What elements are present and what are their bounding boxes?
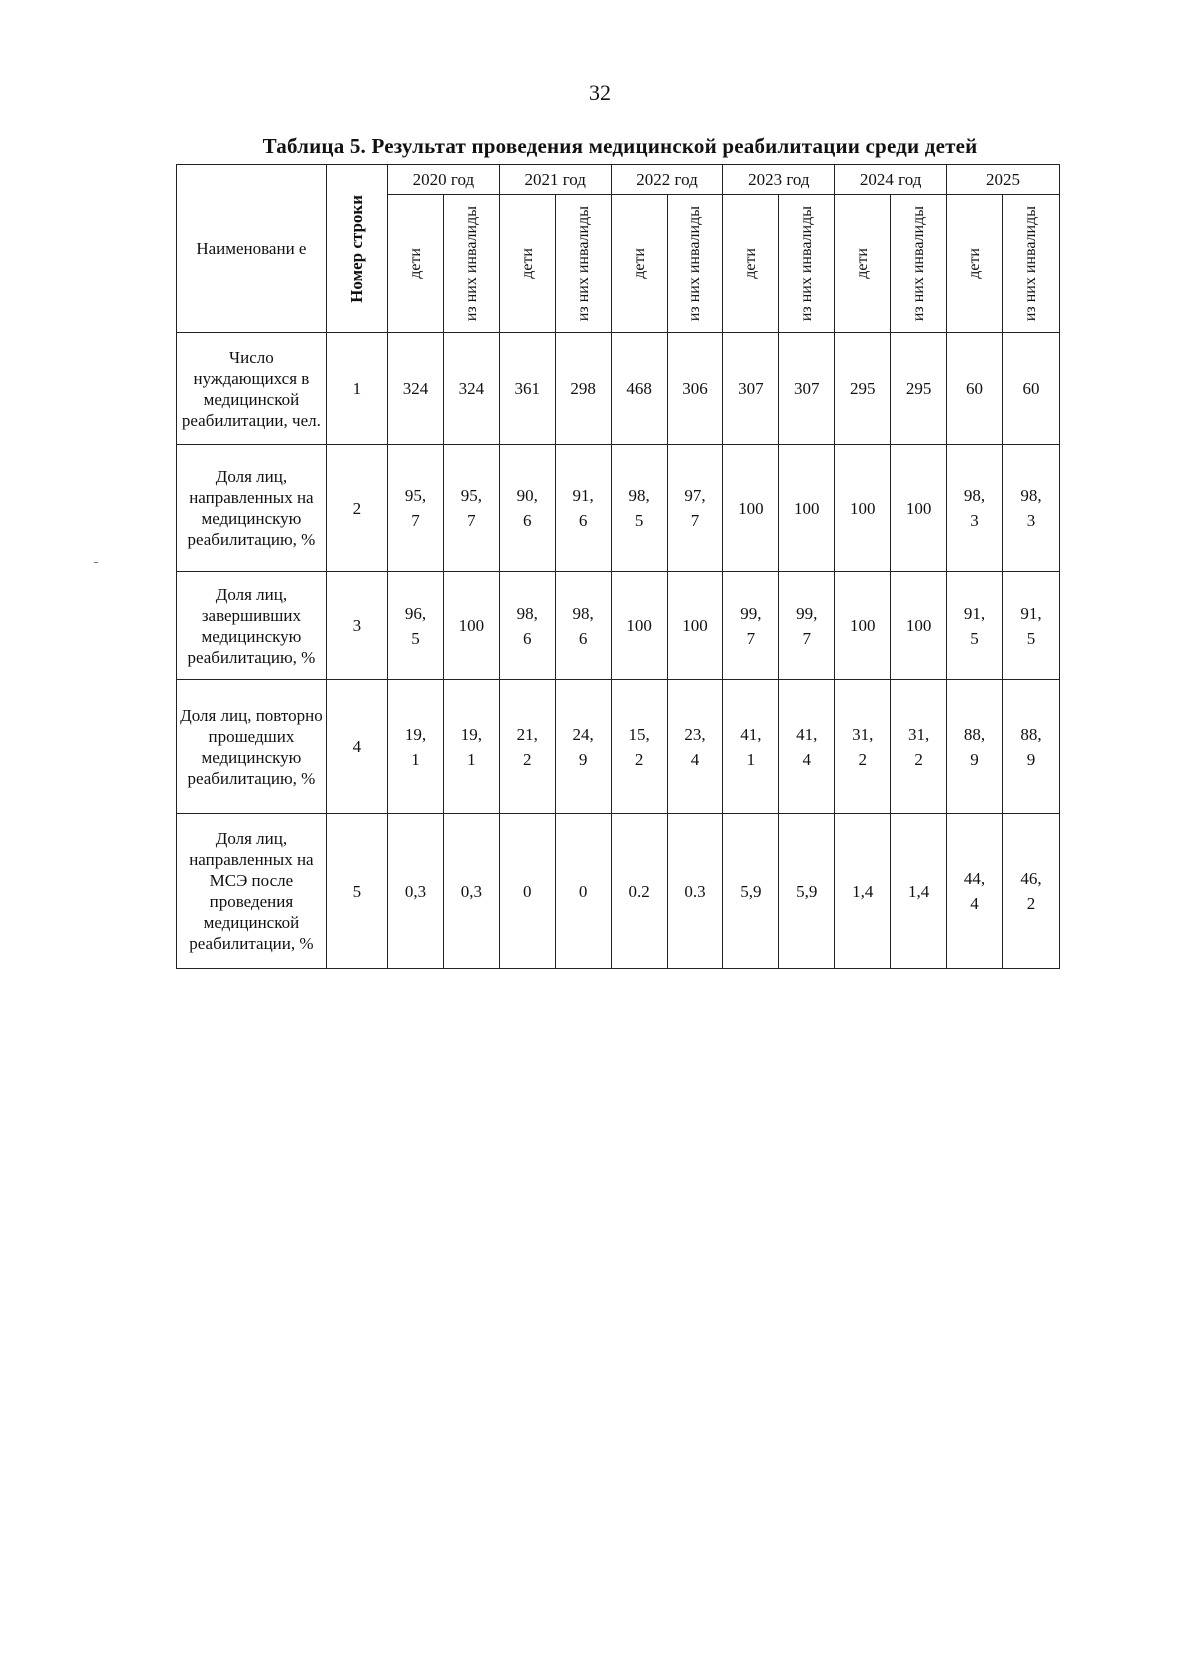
value-cell-children [723, 680, 779, 814]
value-cell-children [499, 333, 555, 445]
subheader-children [723, 195, 779, 333]
value-text: 98, 3 [1020, 486, 1042, 530]
value-cell-children [387, 333, 443, 445]
value-text: 100 [794, 498, 820, 518]
value-text: 95, 7 [460, 486, 482, 530]
table-row [177, 445, 1060, 572]
subheader-children-text: дети [742, 248, 760, 279]
value-cell-children [835, 572, 891, 680]
value-text: 31, 2 [907, 724, 930, 769]
value-text: 41, 1 [740, 724, 762, 769]
table-row [177, 572, 1060, 680]
subheader-disabled-text: из них инвалиды [686, 205, 704, 322]
rehabilitation-table [176, 164, 1060, 969]
subheader-disabled-text: из них инвалиды [574, 205, 592, 322]
value-text: 60 [1022, 379, 1040, 398]
value-text: 91, 6 [572, 486, 594, 530]
value-text: 97, 7 [684, 486, 706, 530]
value-text: 298 [570, 379, 596, 398]
value-cell-children [499, 680, 555, 814]
value-cell-disabled [779, 680, 835, 814]
value-text: 100 [849, 498, 876, 518]
value-cell-disabled [443, 572, 499, 680]
value-text: 0.3 [684, 881, 706, 901]
row-label: Доля лиц, завершивших медицинскую реабилитацию, % [177, 572, 327, 680]
column-header-row-number [326, 165, 387, 333]
page-number: 32 [589, 80, 611, 105]
value-text: 88, 9 [1020, 724, 1042, 769]
subheader-children-text: дети [630, 248, 648, 279]
row-label: Доля лиц, направленных на медицинскую реабилитацию, % [177, 445, 327, 572]
row-number: 2 [326, 445, 387, 572]
column-header-row-number-text: Номер строки [347, 194, 367, 303]
value-text: 307 [738, 379, 764, 398]
value-cell-children [387, 572, 443, 680]
subheader-children [387, 195, 443, 333]
value-text: 0,3 [460, 881, 482, 901]
value-cell-disabled [891, 572, 947, 680]
table-row [177, 814, 1060, 969]
value-cell-disabled [1002, 572, 1059, 680]
value-text: 91, 5 [1020, 603, 1042, 648]
subheader-disabled [667, 195, 723, 333]
value-text: 98, 6 [572, 603, 594, 648]
year-header: 2021 год [499, 165, 611, 195]
subheader-children [499, 195, 555, 333]
value-cell-disabled [891, 445, 947, 572]
value-text: 100 [905, 616, 932, 635]
subheader-children-text: дети [518, 248, 536, 279]
value-text: 19, 1 [404, 724, 427, 769]
value-text: 24, 9 [572, 724, 594, 769]
value-cell-children [611, 814, 667, 969]
subheader-disabled [779, 195, 835, 333]
value-text: 0 [578, 881, 588, 901]
value-text: 99, 7 [796, 603, 818, 648]
value-cell-children [835, 445, 891, 572]
value-cell-disabled [667, 333, 723, 445]
table-body [177, 333, 1060, 969]
subheader-children-text: дети [854, 248, 872, 279]
value-cell-children [387, 445, 443, 572]
subheader-disabled-text: из них инвалиды [910, 205, 928, 322]
value-cell-children [387, 680, 443, 814]
value-cell-children [947, 445, 1003, 572]
value-text: 15, 2 [628, 724, 650, 769]
value-cell-disabled [555, 572, 611, 680]
subheader-disabled [891, 195, 947, 333]
value-cell-children [499, 445, 555, 572]
value-cell-disabled [779, 333, 835, 445]
value-text: 100 [905, 498, 932, 518]
value-text: 0.2 [628, 881, 650, 901]
row-number: 3 [326, 572, 387, 680]
value-text: 95, 7 [404, 486, 427, 530]
row-label: Доля лиц, повторно прошедших медицинскую реабилитацию, % [177, 680, 327, 814]
table-row [177, 680, 1060, 814]
value-text: 99, 7 [740, 603, 762, 648]
subheader-children-text: дети [406, 248, 424, 279]
subheader-disabled [555, 195, 611, 333]
subheader-children [835, 195, 891, 333]
subheader-disabled [443, 195, 499, 333]
value-cell-disabled [1002, 445, 1059, 572]
value-text: 98, 6 [516, 603, 538, 648]
value-text: 5,9 [796, 881, 818, 901]
value-cell-disabled [1002, 814, 1059, 969]
value-cell-disabled [1002, 333, 1059, 445]
value-text: 91, 5 [963, 603, 986, 648]
value-cell-disabled [443, 333, 499, 445]
value-cell-children [723, 572, 779, 680]
value-text: 21, 2 [516, 724, 538, 769]
column-header-name [177, 165, 327, 333]
value-text: 5,9 [740, 881, 762, 901]
value-cell-disabled [555, 680, 611, 814]
value-cell-disabled [555, 445, 611, 572]
value-text: 468 [626, 379, 652, 398]
value-cell-disabled [1002, 680, 1059, 814]
value-text: 100 [682, 616, 708, 635]
margin-mark [94, 562, 98, 563]
value-text: 1,4 [852, 881, 874, 901]
value-text: 307 [794, 379, 820, 398]
value-text: 98, 5 [628, 486, 650, 530]
value-cell-children [723, 445, 779, 572]
value-cell-children [611, 680, 667, 814]
value-cell-disabled [667, 680, 723, 814]
value-text: 295 [849, 379, 876, 398]
subheader-children-text: дети [966, 248, 983, 279]
value-cell-disabled [667, 814, 723, 969]
value-text: 60 [966, 379, 983, 398]
value-cell-children [947, 814, 1003, 969]
value-cell-children [947, 333, 1003, 445]
value-text: 44, 4 [963, 869, 986, 913]
value-text: 306 [682, 379, 708, 398]
value-cell-disabled [443, 814, 499, 969]
year-header: 2024 год [835, 165, 947, 195]
value-text: 324 [402, 379, 429, 398]
value-cell-children [611, 572, 667, 680]
value-cell-disabled [779, 445, 835, 572]
table-row [177, 333, 1060, 445]
subheader-disabled-text: из них инвалиды [1022, 205, 1040, 322]
header-row-years [177, 165, 1060, 195]
value-cell-disabled [667, 572, 723, 680]
value-text: 31, 2 [852, 724, 874, 769]
row-number: 5 [326, 814, 387, 969]
value-text: 100 [626, 616, 652, 635]
row-label: Число нуждающихся в медицинской реабилитации, чел. [177, 333, 327, 445]
value-text: 41, 4 [796, 724, 818, 769]
value-cell-children [835, 680, 891, 814]
value-text: 0 [523, 881, 532, 901]
value-text: 1,4 [907, 881, 930, 901]
value-text: 324 [458, 379, 485, 398]
year-header: 2023 год [723, 165, 835, 195]
table-title: Таблица 5. Результат проведения медицинской реабилитации среди детей [262, 134, 978, 158]
subheader-disabled [1002, 195, 1059, 333]
value-cell-children [611, 333, 667, 445]
value-cell-disabled [891, 333, 947, 445]
value-cell-disabled [555, 333, 611, 445]
value-cell-children [499, 572, 555, 680]
value-cell-children [947, 572, 1003, 680]
value-text: 98, 3 [963, 486, 986, 530]
year-header: 2022 год [611, 165, 723, 195]
value-text: 88, 9 [963, 724, 986, 769]
value-text: 100 [738, 498, 764, 518]
table-header [177, 165, 1060, 333]
value-cell-children [835, 333, 891, 445]
value-cell-children [499, 814, 555, 969]
subheader-disabled-text: из них инвалиды [798, 205, 816, 322]
value-cell-disabled [443, 445, 499, 572]
year-header: 2025 [947, 165, 1060, 195]
value-cell-children [835, 814, 891, 969]
value-cell-disabled [891, 814, 947, 969]
value-cell-disabled [891, 680, 947, 814]
value-cell-disabled [555, 814, 611, 969]
row-number: 4 [326, 680, 387, 814]
value-text: 100 [849, 616, 876, 635]
value-cell-children [723, 333, 779, 445]
value-cell-children [947, 680, 1003, 814]
subheader-disabled-text: из них инвалиды [462, 205, 480, 322]
column-header-name-text: Наименовани е [196, 238, 307, 258]
value-cell-children [387, 814, 443, 969]
value-text: 90, 6 [516, 486, 538, 530]
subheader-children [611, 195, 667, 333]
value-cell-disabled [779, 572, 835, 680]
value-cell-children [723, 814, 779, 969]
value-text: 361 [514, 379, 540, 398]
value-text: 0,3 [404, 881, 427, 901]
subheader-children [947, 195, 1003, 333]
value-text: 96, 5 [404, 603, 427, 648]
value-cell-children [611, 445, 667, 572]
value-text: 100 [458, 616, 485, 635]
value-text: 19, 1 [460, 724, 482, 769]
value-cell-disabled [443, 680, 499, 814]
value-text: 295 [905, 379, 932, 398]
year-header: 2020 год [387, 165, 499, 195]
value-text: 23, 4 [684, 724, 706, 769]
value-cell-disabled [667, 445, 723, 572]
row-label: Доля лиц, направленных на МСЭ после проведения медицинской реабилитации, % [177, 814, 327, 969]
value-text: 46, 2 [1020, 869, 1042, 913]
row-number: 1 [326, 333, 387, 445]
value-cell-disabled [779, 814, 835, 969]
